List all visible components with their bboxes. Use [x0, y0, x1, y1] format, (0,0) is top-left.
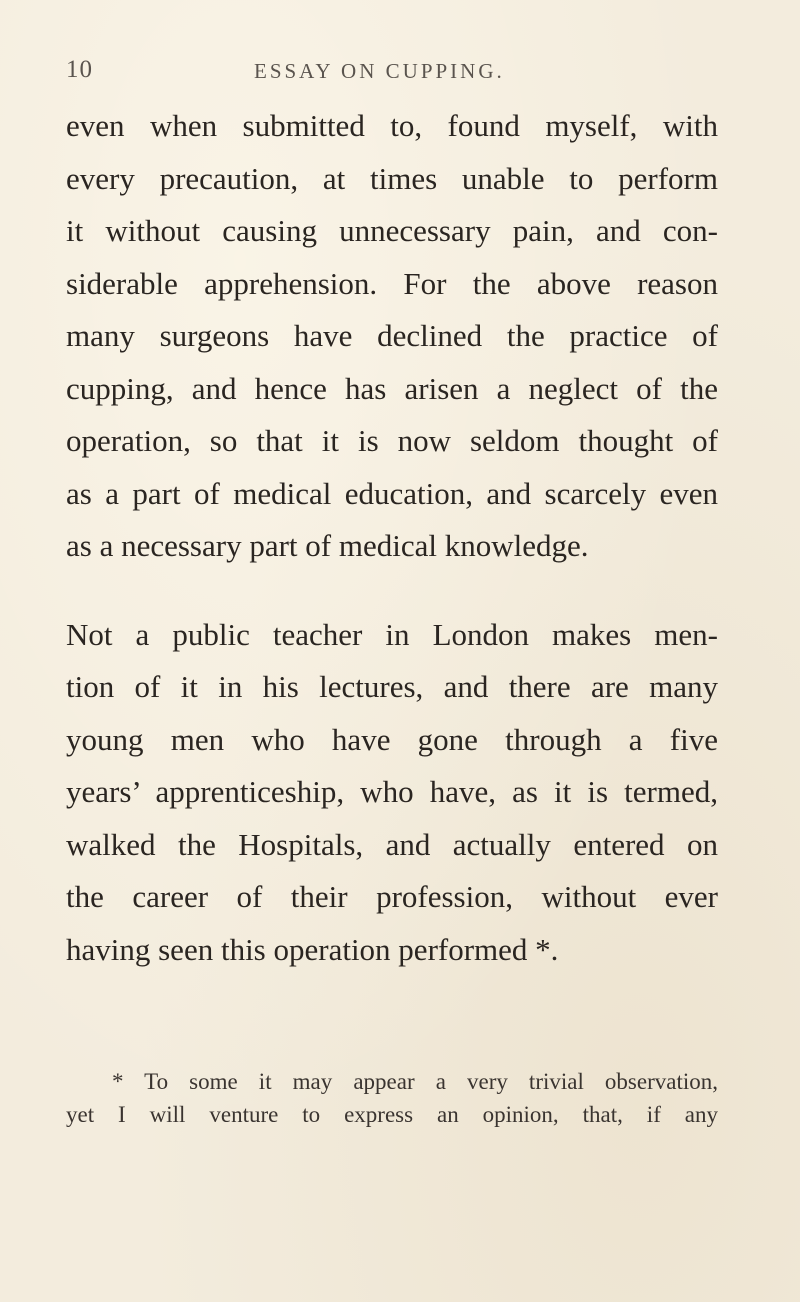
footnote	[66, 1065, 718, 1131]
text-line: even when submitted to, found myself, with	[66, 108, 718, 143]
running-head	[66, 56, 734, 92]
text-line: many surgeons have declined the practice of	[66, 318, 718, 353]
text-line: as a necessary part of medical knowledge.	[66, 528, 589, 563]
text-line: Not a public teacher in London makes men-	[66, 616, 718, 652]
text-line: siderable apprehension. For the above reason	[66, 265, 718, 301]
text-line: years’ apprenticeship, who have, as it is termed,	[66, 774, 718, 809]
paragraph-1	[66, 100, 718, 573]
text-line: it without causing unnecessary pain, and con-	[66, 213, 718, 248]
footnote-line: * To some it may appear a very trivial observation,	[112, 1069, 718, 1094]
text-line: tion of it in his lectures, and there are many	[66, 669, 718, 704]
text-line: walked the Hospitals, and actually entered on	[66, 826, 718, 862]
text-line: having seen this operation performed *.	[66, 931, 559, 967]
footnote-line: yet I will venture to express an opinion, that, if any	[66, 1102, 718, 1127]
text-line: every precaution, at times unable to perform	[66, 160, 718, 196]
page-number: 10	[66, 56, 93, 83]
text-line: the career of their profession, without ever	[66, 879, 718, 914]
paragraph-2	[66, 609, 718, 977]
text-line: as a part of medical education, and scarcely even	[66, 475, 718, 511]
text-line: operation, so that it is now seldom thought of	[66, 423, 718, 458]
body-text	[66, 100, 718, 976]
text-line: cupping, and hence has arisen a neglect of the	[66, 370, 718, 406]
running-title: ESSAY ON CUPPING.	[254, 59, 505, 83]
text-line: young men who have gone through a five	[66, 721, 718, 757]
